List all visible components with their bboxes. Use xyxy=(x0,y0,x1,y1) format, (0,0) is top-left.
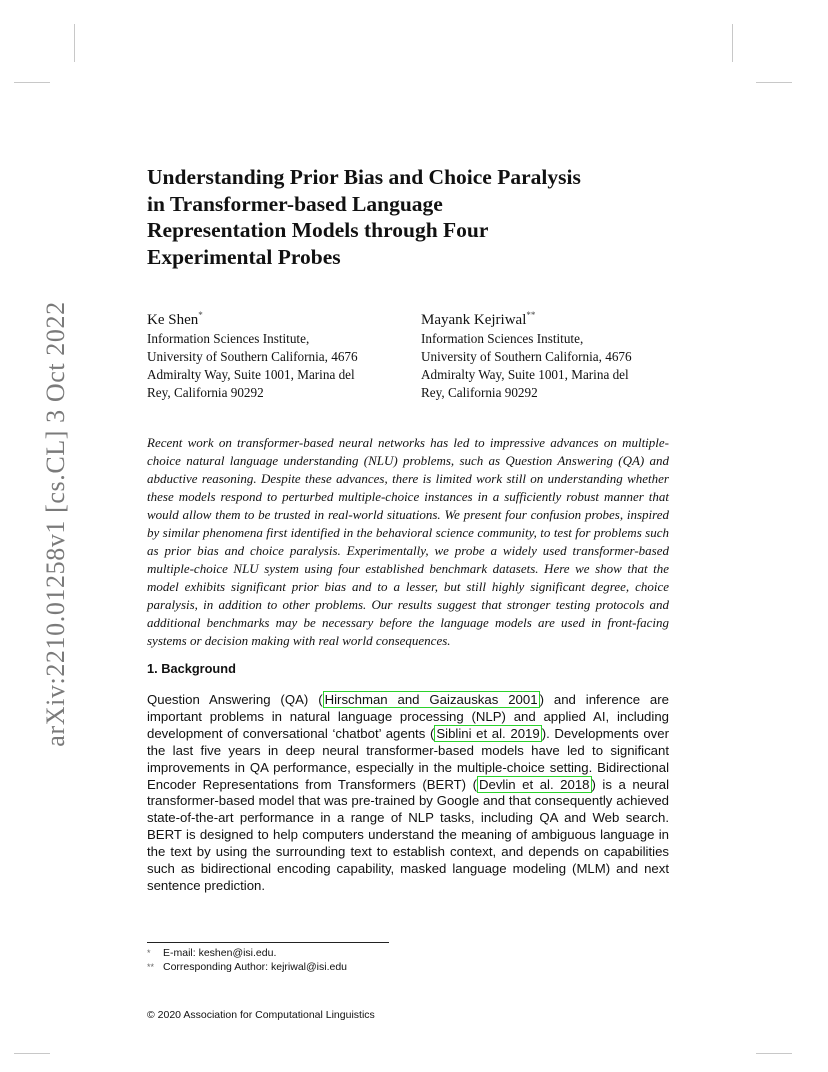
author-mark: * xyxy=(198,310,203,320)
crop-mark xyxy=(74,24,75,62)
footnote-rule xyxy=(147,942,389,943)
copyright-notice: © 2020 Association for Computational Linguistics xyxy=(147,1009,375,1021)
abstract: Recent work on transformer-based neural networks has led to impressive advances on multiple-choice natural language understanding (NLU) problems, such as Question Answering (QA) and abductive reasoning. Despite these advances, there is limited work still on understanding whether these models respond to perturbed multiple-choice instances in a sufficiently robust manner that would allow them to be trusted in real-world situations. We present four confusion probes, inspired by similar phenomena first identified in the behavioral science community, to test for problems such as prior bias and choice paralysis. Experimentally, we probe a widely used transformer-based multiple-choice NLU system using four established benchmark datasets. Here we show that the model exhibits significant prior bias and to a lesser, but still highly significant degree, choice paralysis, in addition to other problems. Our results suggest that stronger testing protocols and additional benchmarks may be necessary before the language models are used in front-facing systems or decision making with real world consequences. xyxy=(147,435,669,648)
affiliation-line: Information Sciences Institute, xyxy=(421,331,584,346)
crop-mark xyxy=(14,82,50,83)
affiliation-line: University of Southern California, 4676 xyxy=(421,349,632,364)
footnote-mark: ** xyxy=(147,962,155,972)
author-block xyxy=(421,305,691,402)
section-heading: 1. Background xyxy=(147,661,236,676)
section-body: Question Answering (QA) ( Hirschman and Gaizauskas 2001 ) and inference are important problems in natural language processing (NLP) and applied AI, including development of conversational ‘chatbot’ agents ( Siblini et al. 2019 ). Developments over the last five years in deep neural transformer-based models have led to significant improvements in QA performance, especially in the multiple-choice setting. Bidirectional Encoder Representations from Transformers (BERT) ( Devlin et al. 2018 ) is a neural transformer-based model that was pre-trained by Google and that consequently achieved state-of-the-art performance in a range of NLP tasks, including QA and Web search. BERT is designed to help computers understand the meaning of ambiguous language in the text by using the surrounding text to establish context, and depends on capabilities such as bidirectional encoding capability, masked language modeling (MLM) and next sentence prediction. xyxy=(147,692,670,893)
author-mark: ** xyxy=(526,310,536,320)
affiliation-line: Admiralty Way, Suite 1001, Marina del xyxy=(421,367,629,382)
crop-mark xyxy=(732,24,733,62)
citation-link[interactable]: Siblini et al. 2019 xyxy=(436,725,540,741)
citation-link[interactable]: Hirschman and Gaizauskas 2001 xyxy=(324,692,538,707)
paper-title: Understanding Prior Bias and Choice Paralysis in Transformer-based Language Representation Models through Four Experimental Probes xyxy=(147,165,581,269)
footnote-mark: * xyxy=(147,948,151,958)
footnotes xyxy=(147,946,547,974)
footnote: ** Corresponding Author: kejriwal@isi.edu xyxy=(147,961,348,973)
affiliation-line: Rey, California 90292 xyxy=(147,385,264,400)
crop-mark xyxy=(756,1053,792,1054)
arxiv-identifier: arXiv:2210.01258v1 [cs.CL] 3 Oct 2022 xyxy=(41,301,70,747)
author-name: Ke Shen* xyxy=(147,310,203,328)
crop-mark xyxy=(14,1053,50,1054)
affiliation-line: University of Southern California, 4676 xyxy=(147,349,358,364)
crop-mark xyxy=(756,82,792,83)
affiliation-line: Rey, California 90292 xyxy=(421,385,538,400)
footnote: * E-mail: keshen@isi.edu. xyxy=(147,947,277,959)
citation-link[interactable]: Devlin et al. 2018 xyxy=(478,776,590,792)
affiliation-line: Information Sciences Institute, xyxy=(147,331,310,346)
author-block xyxy=(147,305,417,402)
affiliation-line: Admiralty Way, Suite 1001, Marina del xyxy=(147,367,355,382)
author-name: Mayank Kejriwal** xyxy=(421,310,536,328)
